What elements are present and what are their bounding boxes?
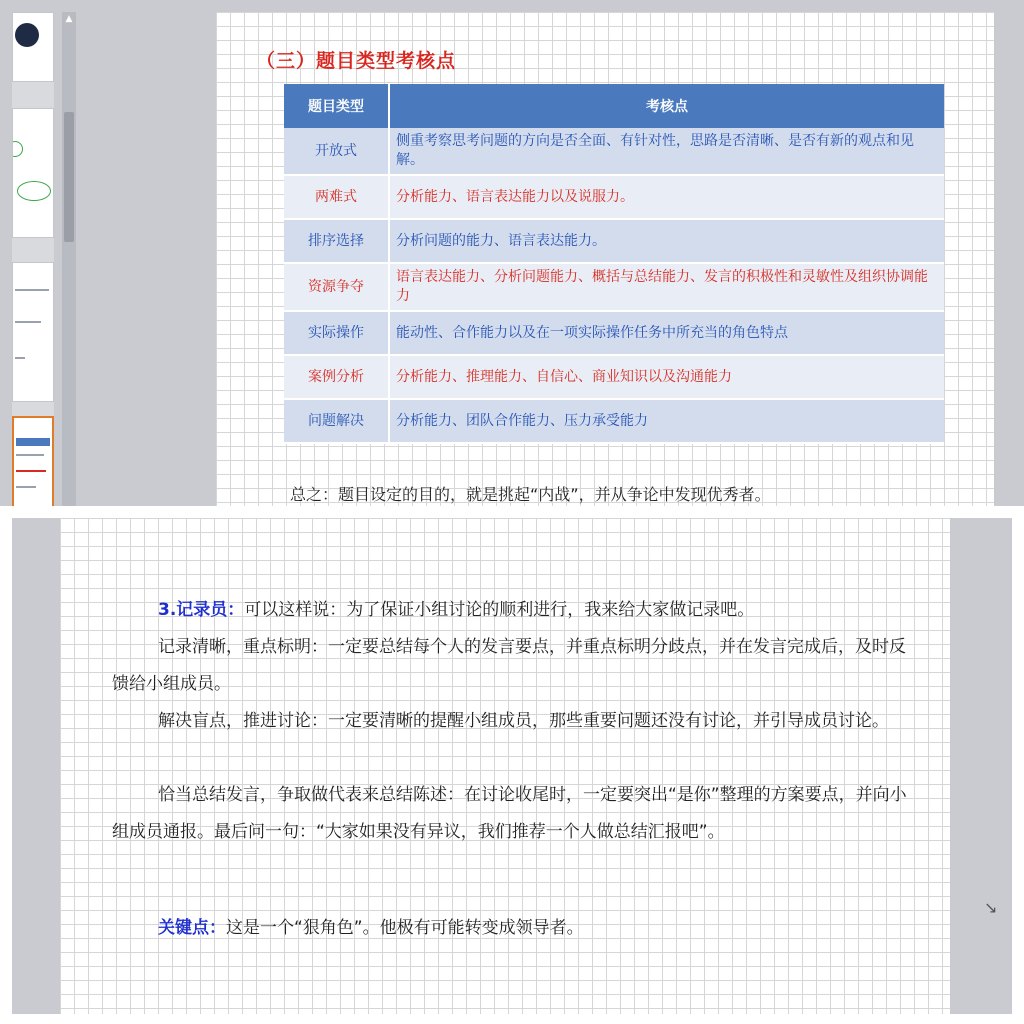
paragraph-text: 这是一个“狠角色”。他极有可能转变成领导者。 [226, 918, 584, 938]
slide-thumbnail-current[interactable] [12, 416, 54, 506]
table-cell-type: 两难式 [284, 175, 389, 219]
paragraph-recorder [112, 592, 958, 629]
table-row [284, 263, 944, 311]
table-cell-type: 开放式 [284, 128, 389, 175]
presentation-window [0, 0, 1024, 506]
key-point-label: 关键点： [158, 918, 226, 938]
paragraph-resolve-blindspots: 解决盲点，推进讨论：一定要清晰的提醒小组成员，那些重要问题还没有讨论，并引导成员讨论。 [158, 711, 889, 731]
table-cell-point: 语言表达能力、分析问题能力、概括与总结能力、发言的积极性和灵敏性及组织协调能力 [389, 263, 944, 311]
slide-title: （三）题目类型考核点 [256, 50, 457, 72]
window-margin [950, 518, 1012, 1014]
table-header-row [284, 84, 944, 128]
paragraph-text: 可以这样说：为了保证小组讨论的顺利进行，我来给大家做记录吧。 [244, 600, 755, 620]
table-row [284, 128, 944, 175]
slide-summary: 总之：题目设定的目的，就是挑起“内战”，并从争论中发现优秀者。 [290, 485, 771, 504]
table-row [284, 399, 944, 443]
table-cell-point: 分析能力、语言表达能力以及说服力。 [389, 175, 944, 219]
column-header: 考核点 [389, 84, 944, 128]
document-window [12, 518, 1012, 1014]
slide-thumbnail-3[interactable] [12, 262, 54, 402]
speech-bubble-icon [17, 181, 51, 201]
mouse-pointer-icon: ↘ [984, 898, 998, 917]
slide-thumbnail-1[interactable] [12, 12, 54, 82]
table-row [284, 355, 944, 399]
table-row [284, 175, 944, 219]
table-cell-type: 排序选择 [284, 219, 389, 263]
window-margin [994, 12, 1012, 506]
slide-thumbnail-pane[interactable] [12, 12, 54, 506]
table-cell-type: 资源争夺 [284, 263, 389, 311]
globe-icon [15, 23, 39, 47]
slide-canvas [216, 12, 994, 506]
column-header: 题目类型 [284, 84, 389, 128]
document-page [60, 518, 950, 1014]
table-row [284, 219, 944, 263]
scroll-up-icon[interactable]: ▲ [65, 14, 73, 24]
scrollbar-thumb[interactable] [64, 112, 74, 242]
paragraph-summarize: 恰当总结发言，争取做代表来总结陈述：在讨论收尾时，一定要突出“是你”整理的方案要点，并向小组成员通报。最后问一句：“大家如果没有异议，我们推荐一个人做总结汇报吧”。 [112, 785, 907, 842]
speech-bubble-icon [12, 141, 23, 157]
slide-thumbnail-2[interactable] [12, 108, 54, 238]
thumbnail-scrollbar[interactable] [62, 12, 76, 506]
table-cell-type: 实际操作 [284, 311, 389, 355]
exam-points-table [284, 84, 944, 444]
recorder-label: 3.记录员： [158, 600, 245, 620]
table-row [284, 311, 944, 355]
table-cell-point: 分析问题的能力、语言表达能力。 [389, 219, 944, 263]
table-cell-type: 案例分析 [284, 355, 389, 399]
paragraph-record-clearly: 记录清晰，重点标明：一定要总结每个人的发言要点，并重点标明分歧点，并在发言完成后，及时反馈给小组成员。 [112, 637, 906, 694]
table-cell-point: 分析能力、团队合作能力、压力承受能力 [389, 399, 944, 443]
paragraph-key-point [112, 910, 958, 947]
table-cell-type: 问题解决 [284, 399, 389, 443]
table-cell-point: 分析能力、推理能力、自信心、商业知识以及沟通能力 [389, 355, 944, 399]
table-cell-point: 侧重考察思考问题的方向是否全面、有针对性，思路是否清晰、是否有新的观点和见解。 [389, 128, 944, 175]
table-cell-point: 能动性、合作能力以及在一项实际操作任务中所充当的角色特点 [389, 311, 944, 355]
